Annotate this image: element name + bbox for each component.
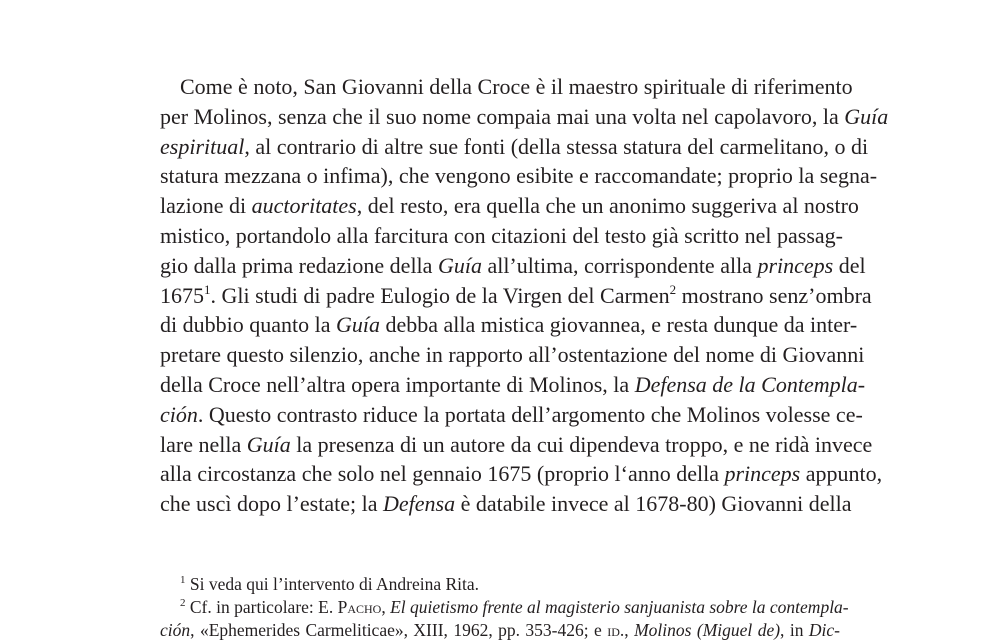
text-run: gio dalla prima redazione della (160, 252, 438, 278)
italic-title: Defensa (382, 491, 456, 517)
footnote-text: Si veda qui l’intervento di Andreina Rita. (185, 574, 480, 594)
footnote-text: , (624, 620, 635, 640)
text-run: all’ultima, corrispondente alla (481, 252, 758, 278)
footnote-number: 1 (180, 574, 186, 586)
italic-title: El quietismo frente al magisterio sanjuanista sobre la contempla- (390, 597, 849, 617)
footnote-text: , in (780, 620, 809, 640)
main-paragraph (160, 72, 889, 519)
italic-title: Dic- (808, 620, 840, 640)
text-line (160, 102, 889, 132)
text-line (160, 132, 869, 162)
text-run: la presenza di un autore da cui dipendeva troppo, e ne ridà invece (290, 431, 873, 457)
text-run: 1675 (160, 282, 204, 308)
footnote-text: , «Ephemerides Carmeliticae», XIII, 1962, pp. 353-426; e (190, 620, 608, 640)
text-run: mostrano senz’ombra (676, 282, 872, 308)
text-run: pretare questo silenzio, anche in rapporto all’ostentazione del nome di Giovanni (160, 342, 865, 368)
text-run: , al contrario di altre sue fonti (della stessa statura del carmelitano, o di (244, 133, 869, 159)
text-run: debba alla mistica giovannea, e resta dunque da inter- (379, 312, 858, 338)
text-line (160, 221, 843, 251)
text-run: statura mezzana o infima), che vengono esibite e raccomandate; proprio la segna- (160, 163, 878, 189)
italic-title: Guía (844, 103, 889, 129)
italic-title: espiritual (160, 133, 245, 159)
italic-title: ción (160, 620, 191, 640)
text-line (160, 251, 866, 281)
text-run: della Croce nell’altra opera importante di Molinos, la (160, 371, 635, 397)
text-line (160, 400, 863, 430)
text-run: lare nella (160, 431, 247, 457)
italic-term: princeps (757, 252, 834, 278)
italic-term: princeps (724, 461, 801, 487)
text-run: mistico, portandolo alla farcitura con citazioni del testo già scritto nel passag- (160, 222, 843, 248)
italic-title: Guía (335, 312, 380, 338)
text-line (160, 459, 883, 489)
footnote-number: 2 (180, 597, 186, 609)
text-line (160, 72, 853, 102)
footnote-2-cont (160, 619, 840, 642)
footnote-text: , (381, 597, 391, 617)
text-run: alla circostanza che solo nel gennaio 1675 (proprio l‘anno della (160, 461, 725, 487)
italic-title: ción (160, 401, 198, 427)
footnote-ref: 1 (204, 281, 211, 297)
footnote-2 (160, 596, 849, 619)
text-line (160, 489, 852, 519)
italic-title: Defensa de la Contempla- (634, 371, 866, 397)
italic-title: Guía (246, 431, 291, 457)
author-name: id. (607, 620, 625, 640)
text-run: appunto, (800, 461, 883, 487)
footnote-text: Cf. in particolare: E. (185, 597, 338, 617)
text-line (160, 430, 873, 460)
text-line (160, 191, 859, 221)
footnote-ref: 2 (669, 281, 677, 297)
author-name: Pacho (337, 597, 382, 617)
italic-term: auctoritates (251, 193, 357, 219)
footnotes (160, 573, 849, 642)
text-run: di dubbio quanto la (160, 312, 336, 338)
text-run: , del resto, era quella che un anonimo suggeriva al nostro (356, 193, 859, 219)
text-line (160, 161, 878, 191)
text-line (160, 281, 872, 311)
text-run: . Questo contrasto riduce la portata dell’argomento che Molinos volesse ce- (197, 401, 863, 427)
text-run: è databile invece al 1678-80) Giovanni della (455, 491, 852, 517)
text-run: Come è noto, San Giovanni della Croce è il maestro spirituale di riferimento (180, 74, 853, 99)
text-run: del (833, 252, 866, 278)
text-line (160, 340, 865, 370)
text-run: che uscì dopo l’estate; la (160, 491, 383, 517)
italic-title: Molinos (Miguel de) (634, 620, 781, 640)
text-line (160, 310, 858, 340)
text-run: per Molinos, senza che il suo nome compaia mai una volta nel capolavoro, la (160, 103, 845, 129)
text-run: . Gli studi di padre Eulogio de la Virgen del Carmen (210, 282, 670, 308)
footnote-1 (160, 573, 840, 596)
text-run: lazione di (160, 193, 252, 219)
italic-title: Guía (437, 252, 482, 278)
text-line (160, 370, 866, 400)
